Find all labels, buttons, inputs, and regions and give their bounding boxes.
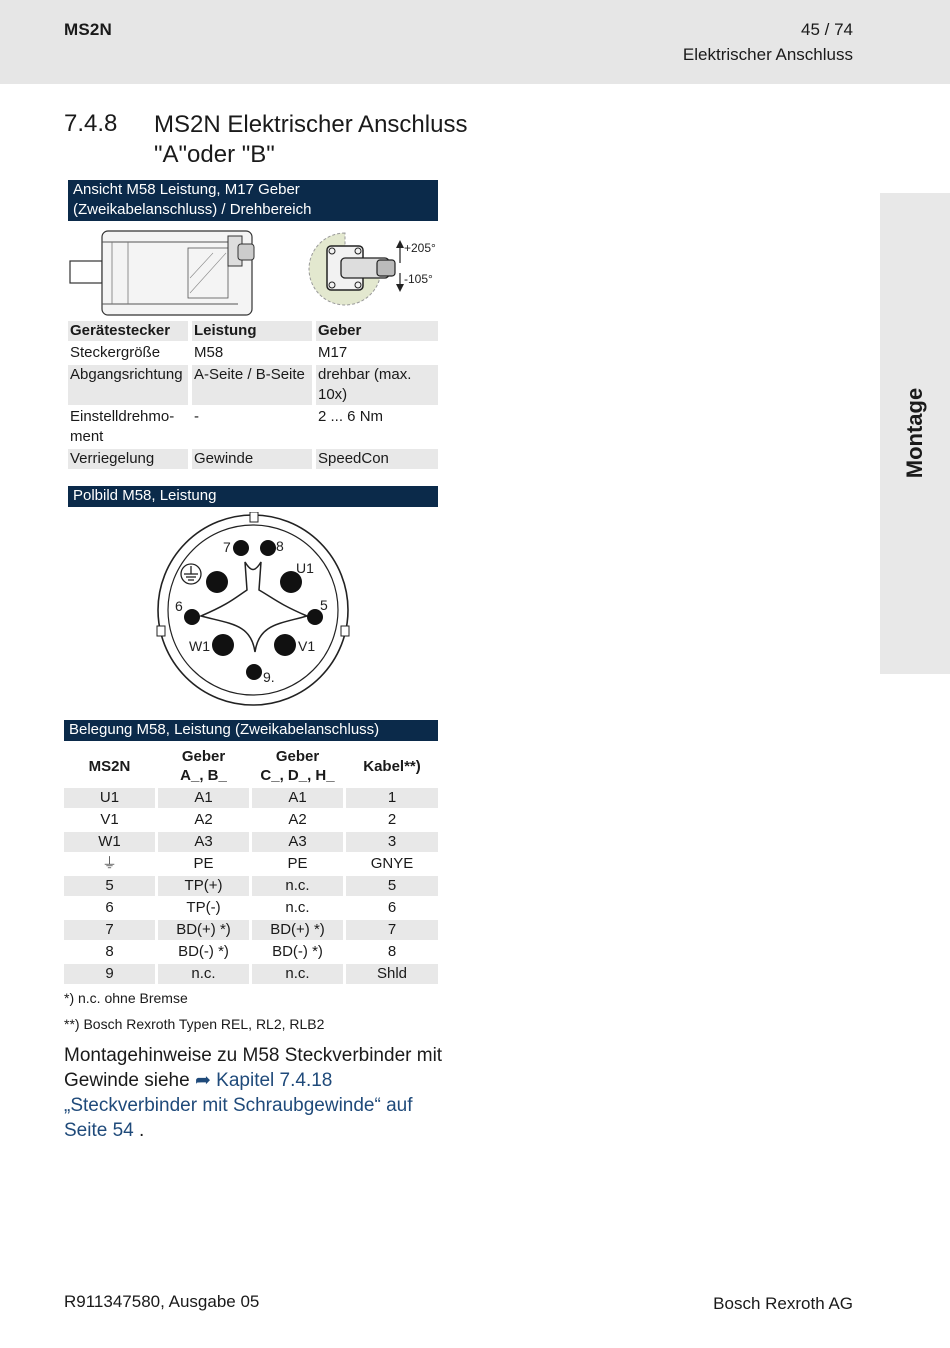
arrow-icon: ➦: [194, 1070, 211, 1091]
table-cell: n.c.: [252, 964, 343, 984]
table-cell: drehbar (max. 10x): [316, 365, 438, 405]
table-cell: Steckergröße: [70, 344, 161, 361]
pin-label-9: 9.: [263, 669, 275, 685]
table-cell: 2: [387, 811, 397, 828]
ground-icon: [181, 564, 201, 584]
table-cell: GNYE: [370, 855, 414, 872]
table-row: [68, 407, 438, 447]
table-cell: 6: [105, 899, 114, 916]
header-line: Geber: [275, 748, 320, 765]
pin-label-w1: W1: [189, 638, 210, 654]
table-cell: A2: [194, 811, 213, 828]
pin-6: [184, 609, 200, 625]
pin-9: [246, 664, 262, 680]
table-cell: 9: [64, 964, 155, 984]
header-line: C_, D_, H_: [260, 767, 335, 784]
table-cell: TP(+): [158, 876, 249, 896]
table-cell: PE: [287, 855, 308, 872]
header-line: Geber: [181, 748, 226, 765]
pin-pe: [206, 571, 228, 593]
motor-side-view-image: [68, 228, 258, 318]
header-cell: Geber: [316, 321, 438, 341]
table-header-row: [68, 321, 438, 341]
header-cell: [346, 746, 438, 786]
table-row: [68, 365, 438, 405]
pin-label-7: 7: [223, 539, 231, 555]
table-cell: 7: [64, 920, 155, 940]
footnote-brake: *) n.c. ohne Bremse: [64, 990, 188, 1006]
table-row: [64, 920, 438, 940]
table-cell: Gewinde: [192, 449, 312, 469]
table-cell: n.c.: [158, 964, 249, 984]
footer-doc-number: R911347580, Ausgabe 05: [64, 1292, 260, 1311]
pin-v1: [274, 634, 296, 656]
pin-label-6: 6: [175, 598, 183, 614]
table-row: [64, 854, 438, 874]
table-cell: 3: [346, 832, 438, 852]
table-body: [64, 788, 438, 984]
header-cell: [252, 746, 343, 786]
section-number: 7.4.8: [64, 110, 118, 137]
table-cell: Verriegelung: [68, 449, 188, 469]
table-cell: 1: [346, 788, 438, 808]
table-cell: BD(+) *): [158, 920, 249, 940]
table-cell: 8: [105, 943, 114, 960]
pin-layout-diagram: [155, 512, 355, 712]
table-cell: 7: [346, 920, 438, 940]
header-line: Kabel**): [363, 757, 421, 775]
pin-7: [233, 540, 249, 556]
table-cell: M17: [318, 344, 348, 361]
table-cell: A1: [158, 788, 249, 808]
pin-label-v1: V1: [298, 638, 316, 654]
pin-label-u1: U1: [296, 560, 314, 576]
table-cell: 2 ... 6 Nm: [318, 408, 384, 425]
connector-spec-table: [68, 321, 438, 471]
rotation-minus-label: -105°: [404, 272, 433, 286]
table-cell: A2: [288, 811, 307, 828]
table-cell: SpeedCon: [316, 449, 438, 469]
page-header: [0, 0, 950, 84]
header-line: MS2N: [88, 757, 131, 775]
table-cell: A3: [252, 832, 343, 852]
pin-layout-bar: Polbild M58, Leistung: [68, 486, 438, 507]
table-header-row: [64, 746, 438, 786]
pin-8: [260, 540, 276, 556]
paragraph-end: .: [133, 1120, 145, 1141]
table-cell: PE: [193, 855, 214, 872]
table-cell: A1: [252, 788, 343, 808]
header-page-number: 45 / 74: [801, 20, 853, 39]
table-cell: -: [194, 408, 199, 425]
table-cell: BD(-) *): [272, 943, 323, 960]
table-cell: A-Seite / B-Seite: [192, 365, 312, 405]
table-cell: V1: [100, 811, 119, 828]
table-row: [64, 810, 438, 830]
table-cell: TP(-): [186, 899, 221, 916]
header-cell: Gerätestecker: [68, 321, 188, 341]
table-row: [68, 449, 438, 469]
header-section: Elektrischer Anschluss: [682, 45, 853, 64]
table-cell: Abgangsrichtung: [68, 365, 188, 405]
table-row: [64, 964, 438, 984]
header-cell: Leistung: [192, 321, 312, 341]
table-row: [64, 898, 438, 918]
table-cell: W1: [64, 832, 155, 852]
table-row: [64, 876, 438, 896]
footer-company: Bosch Rexroth AG: [713, 1294, 853, 1313]
side-tab[interactable]: [880, 193, 950, 674]
view-bar: Ansicht M58 Leistung, M17 Geber (Zweikabelanschluss) / Drehbereich: [68, 180, 438, 221]
rotation-range-image: [305, 228, 445, 308]
header-line: A_, B_: [180, 767, 227, 784]
table-cell: A3: [158, 832, 249, 852]
table-cell: Einstelldrehmo-ment: [70, 408, 175, 445]
side-tab-label: Montage: [902, 387, 927, 479]
section-title: MS2N Elektrischer Anschluss "A"oder "B": [154, 111, 468, 168]
table-row: [64, 788, 438, 808]
table-cell: 8: [387, 943, 397, 960]
table-cell: n.c.: [285, 899, 310, 916]
mounting-paragraph: [64, 1043, 444, 1143]
header-cell: [64, 746, 155, 786]
table-cell: Shld: [346, 964, 438, 984]
table-cell: M58: [194, 344, 224, 361]
table-row: [68, 343, 438, 363]
assignment-bar: Belegung M58, Leistung (Zweikabelanschluss): [64, 720, 438, 741]
table-row: [64, 832, 438, 852]
header-cell: [158, 746, 249, 786]
pin-label-8: 8: [276, 538, 284, 554]
table-row: [64, 942, 438, 962]
header-product: MS2N: [64, 20, 113, 39]
pin-label-5: 5: [320, 597, 328, 613]
rotation-plus-label: +205°: [404, 241, 436, 255]
paragraph-text: Montagehinweise zu M58 Steckverbinder mit Gewinde siehe: [64, 1045, 443, 1091]
footnote-cable: **) Bosch Rexroth Typen REL, RL2, RLB2: [64, 1016, 325, 1032]
table-cell: BD(+) *): [252, 920, 343, 940]
table-cell: U1: [64, 788, 155, 808]
pin-w1: [212, 634, 234, 656]
table-cell: BD(-) *): [178, 943, 229, 960]
table-cell: 6: [387, 899, 397, 916]
table-cell: n.c.: [252, 876, 343, 896]
chapter-link-text[interactable]: Kapitel 7.4.18 „Steckverbinder mit Schraubgewinde“ auf Seite 54: [64, 1070, 413, 1141]
table-cell: ⏚: [101, 855, 117, 872]
pin-assignment-table: [64, 746, 438, 986]
table-cell: 5: [346, 876, 438, 896]
table-cell: 5: [64, 876, 155, 896]
